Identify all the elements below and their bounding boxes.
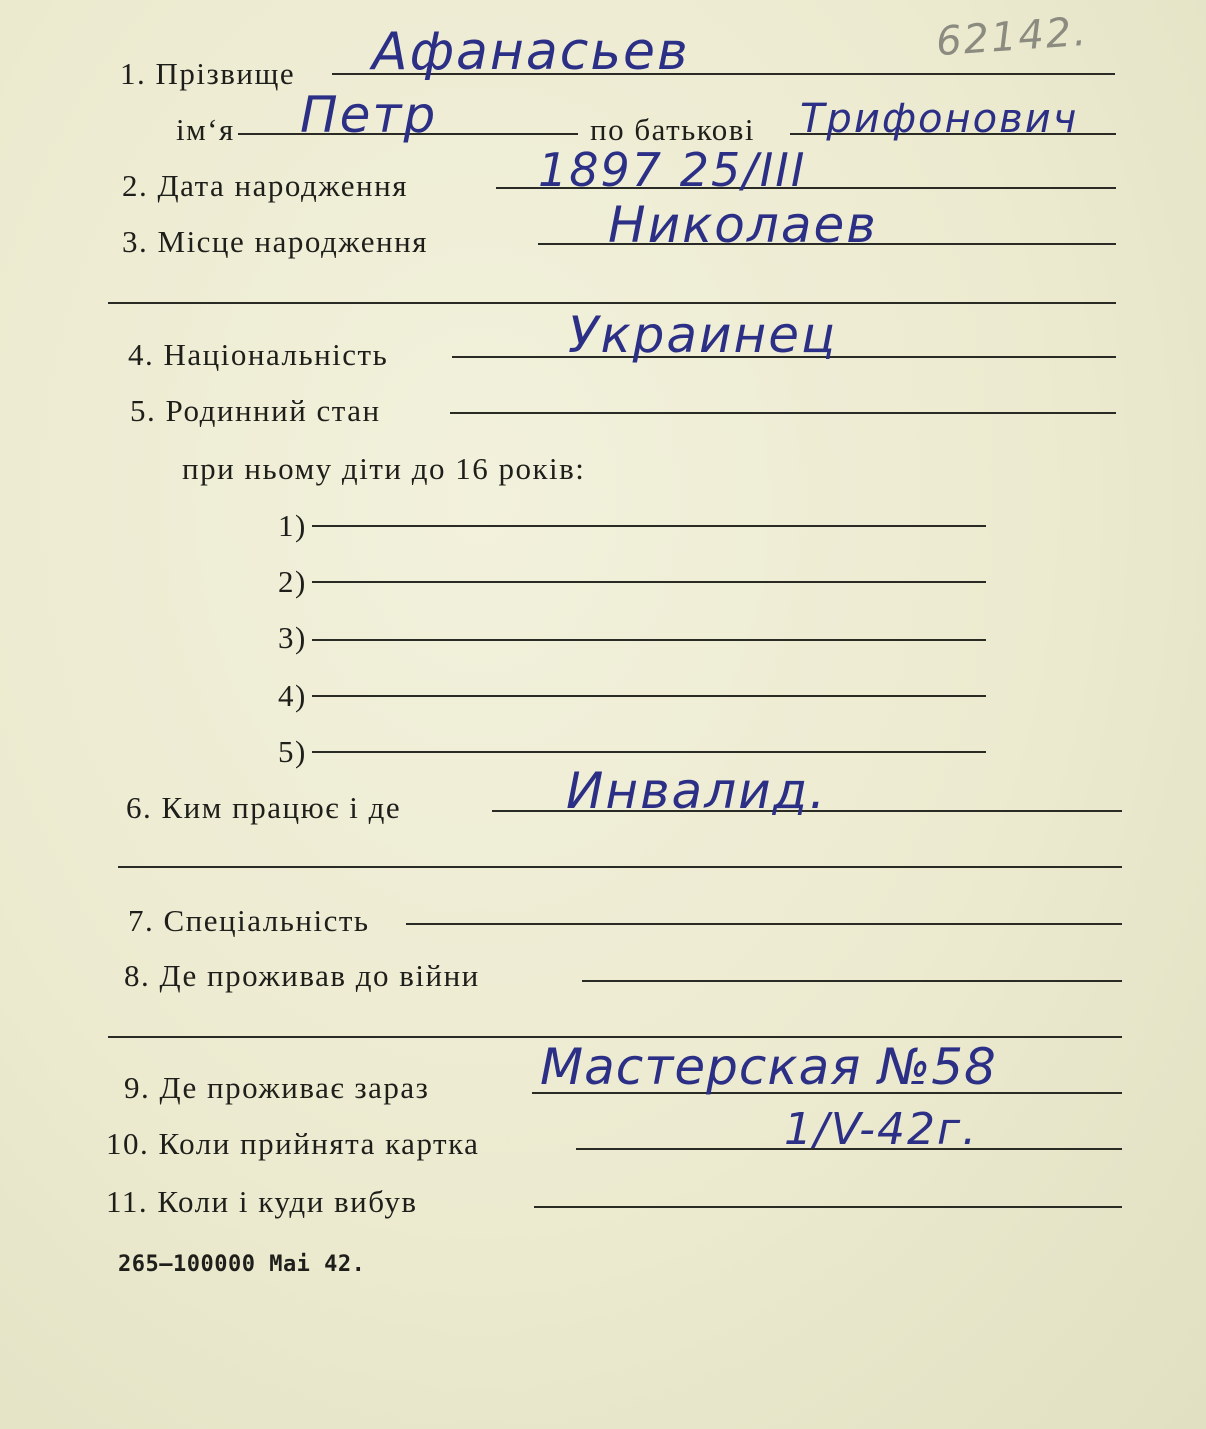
nationality-value: Украинец [568,306,838,364]
birth-place-extra-line [108,302,1116,304]
marital-status-line [450,412,1116,414]
first-name-label: ім‘я [176,112,235,147]
card-accepted-value: 1/V-42г. [784,1104,979,1155]
marital-status-label: 5. Родинний стан [130,393,381,428]
patronymic-label: по батькові [590,112,755,147]
surname-label: 1. Прізвище [120,56,296,91]
current-residence-label: 9. Де проживає зараз [124,1070,430,1105]
child-number: 4) [278,678,307,713]
departure-line [534,1206,1122,1208]
patronymic-value: Трифонович [800,96,1079,142]
specialty-line [406,923,1122,925]
birth-date-value: 1897 25/III [538,143,807,197]
archive-number: 62142. [934,8,1090,66]
occupation-extra-line [118,866,1122,868]
departure-label: 11. Коли і куди вибув [106,1184,418,1219]
occupation-value: Инвалид. [566,762,828,820]
specialty-label: 7. Спеціальність [128,903,370,938]
child-number: 1) [278,508,307,543]
surname-value: Афанасьев [372,22,690,82]
child-line [312,695,986,697]
occupation-label: 6. Ким працює і де [126,790,402,825]
print-code: 265—100000 Mai 42. [118,1252,366,1277]
child-number: 3) [278,620,307,655]
child-line [312,751,986,753]
children-label: при ньому діти до 16 років: [182,451,586,486]
child-line [312,639,986,641]
child-line [312,525,986,527]
child-number: 5) [278,734,307,769]
birth-place-label: 3. Місце народження [122,224,428,259]
prewar-residence-line [582,980,1122,982]
current-residence-value: Мастерская №58 [540,1038,997,1096]
nationality-label: 4. Національність [128,337,389,372]
birth-place-value: Николаев [608,196,878,254]
card-accepted-label: 10. Коли прийнята картка [106,1126,480,1161]
birth-date-label: 2. Дата народження [122,168,408,203]
first-name-value: Петр [300,86,438,144]
child-number: 2) [278,564,307,599]
prewar-residence-label: 8. Де проживав до війни [124,958,480,993]
child-line [312,581,986,583]
